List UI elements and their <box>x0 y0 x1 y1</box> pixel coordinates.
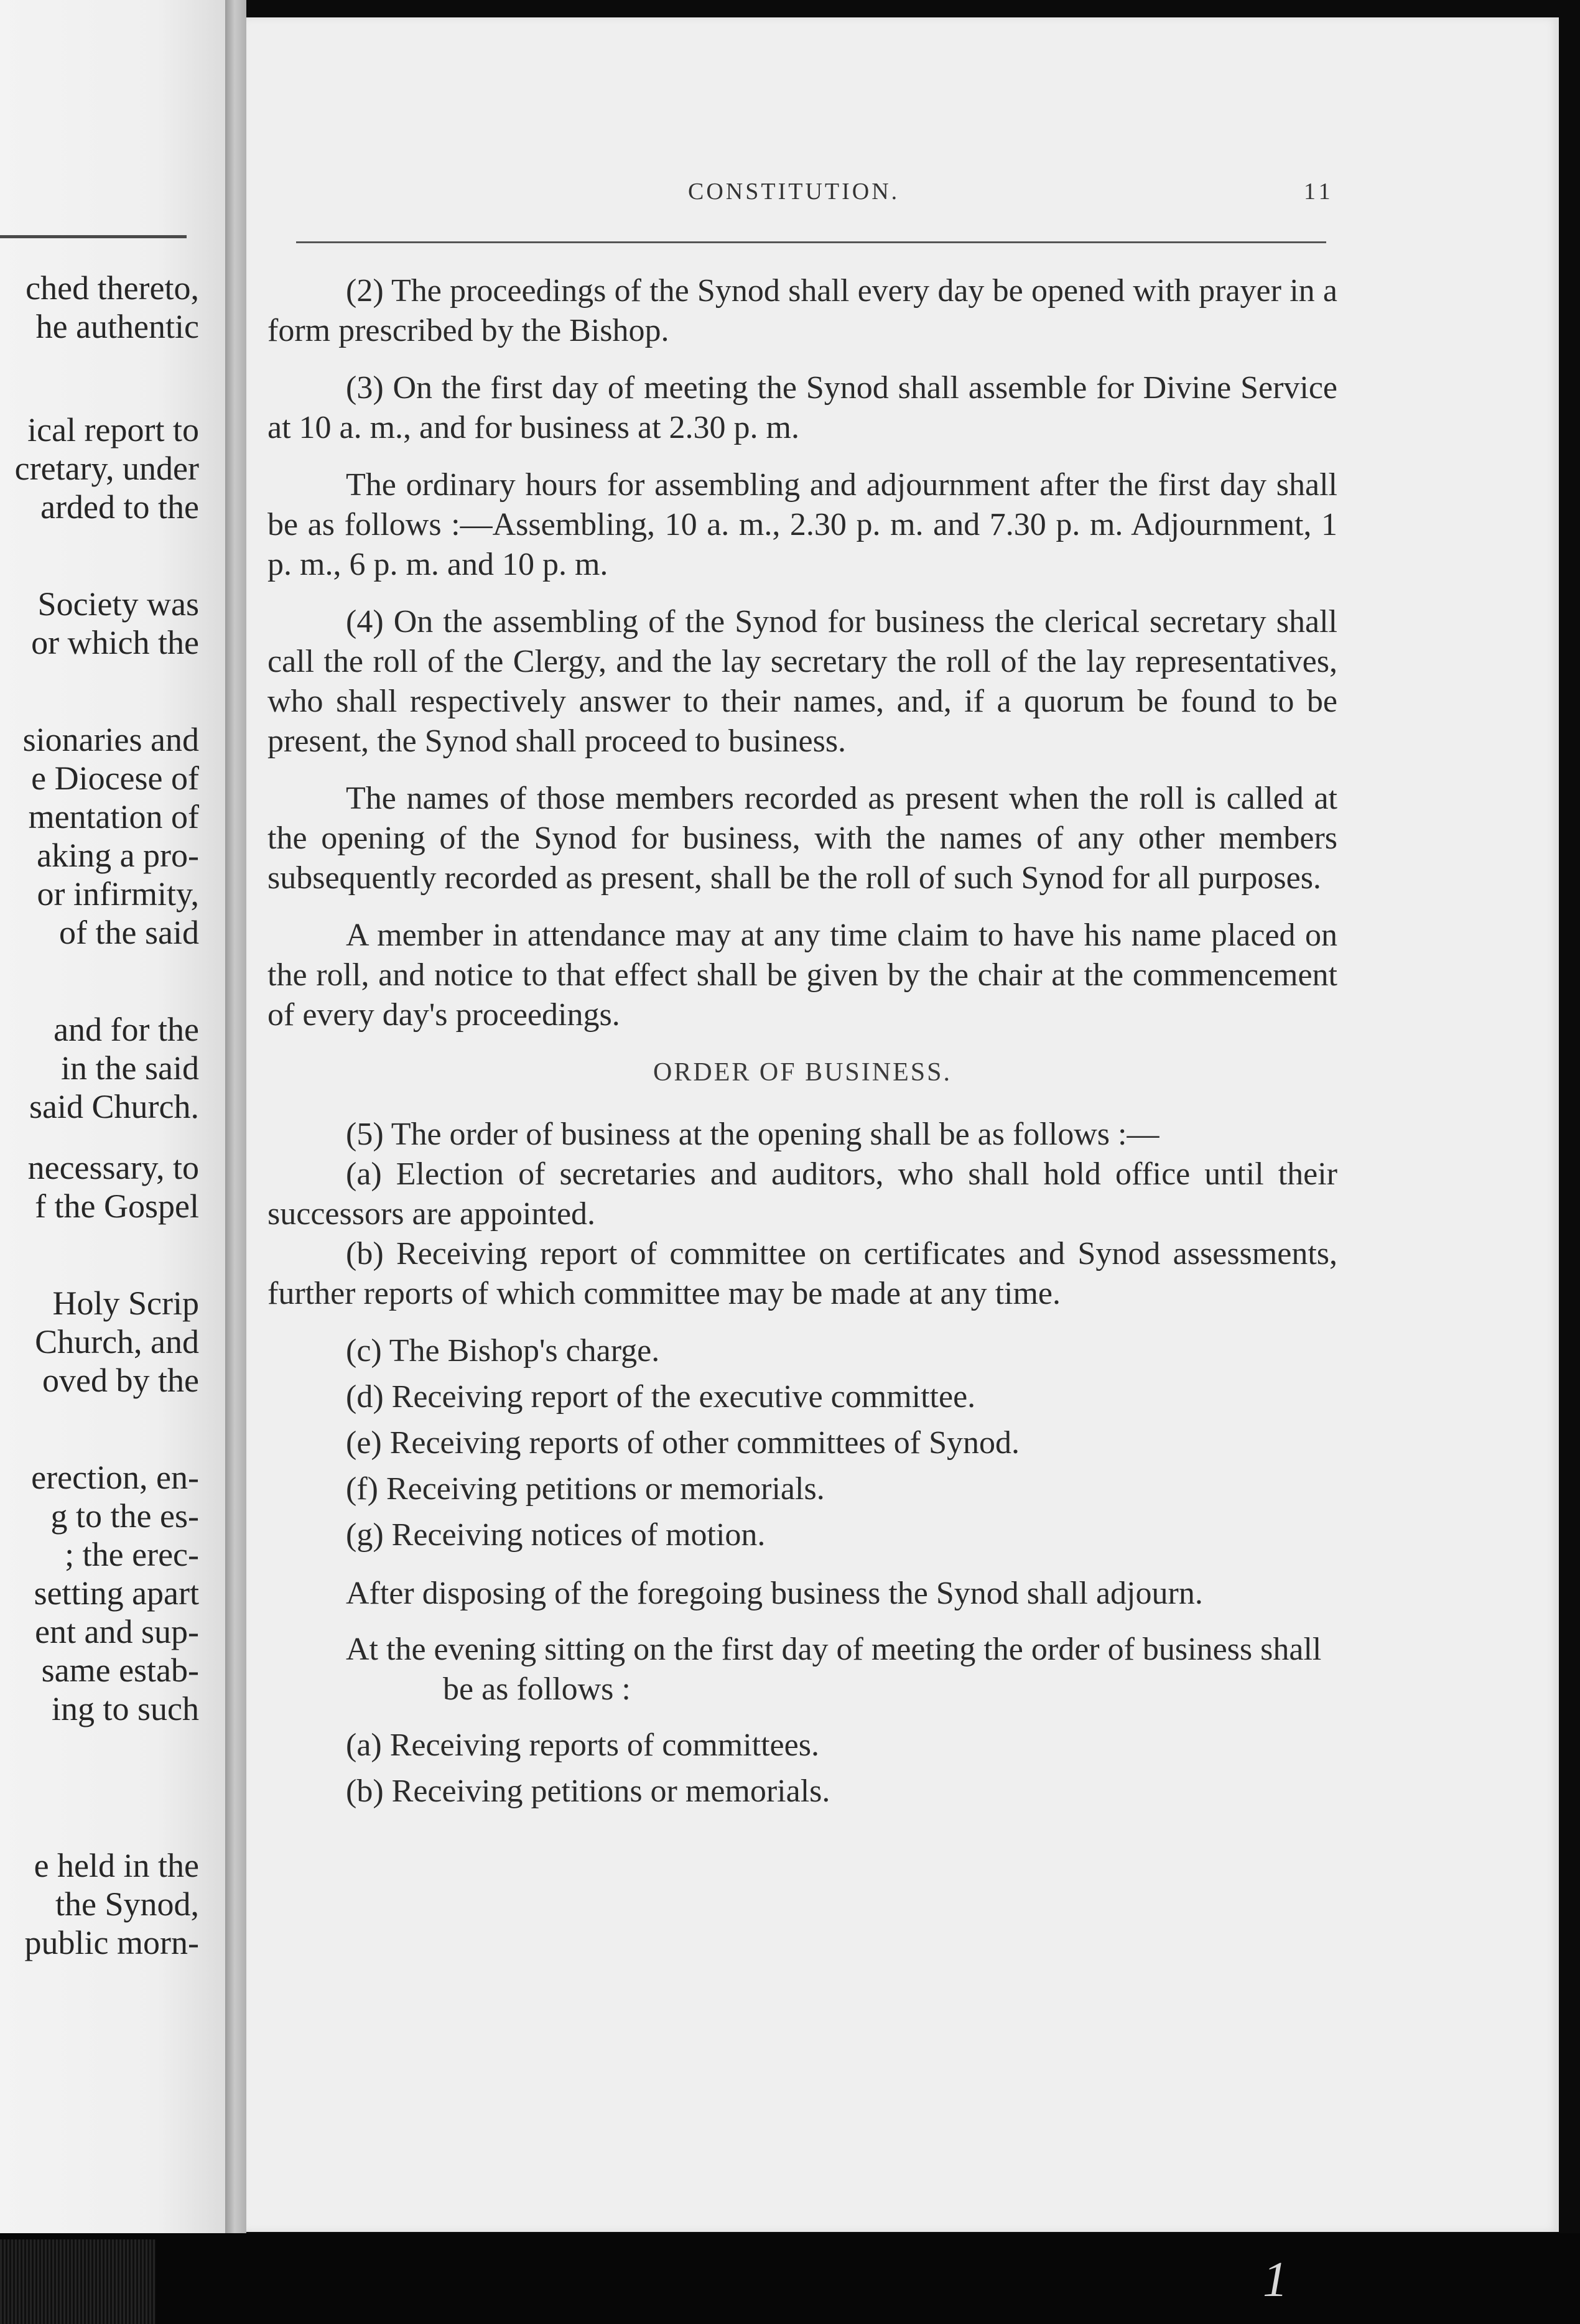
facing-page-line: f the Gospel <box>35 1188 199 1225</box>
list-item-c: (c) The Bishop's charge. <box>346 1333 660 1369</box>
facing-page-line: of the said <box>59 914 199 951</box>
list-item-g: (g) Receiving notices of motion. <box>346 1517 766 1553</box>
facing-page-line: ched thereto, <box>26 269 199 307</box>
facing-page-line: public morn- <box>24 1924 199 1961</box>
paragraph-hours: The ordinary hours for assembling and adjournment after the first day shall be as follows :—Assembling, 10 a. m., 2.30 p. m. and 7.30 p. m. Adjournment, 1 p. m., 6 p. m. and 10 p. m. <box>267 467 1337 582</box>
list-item-e: (e) Receiving reports of other committees of Synod. <box>346 1425 1020 1461</box>
facing-page-line: e Diocese of <box>31 760 199 797</box>
paragraph-5: (5) The order of business at the opening shall be as follows :— <box>346 1117 1159 1152</box>
facing-page-line: aking a pro- <box>37 837 199 874</box>
facing-page-line: and for the <box>53 1011 199 1048</box>
facing-page-line: Society was <box>37 585 199 623</box>
facing-page-line: the Synod, <box>55 1885 199 1923</box>
page-number: 11 <box>1304 179 1334 205</box>
facing-page-line: or infirmity, <box>37 875 199 913</box>
evening-item-b: (b) Receiving petitions or memorials. <box>346 1773 830 1809</box>
facing-page-line: ; the erec- <box>65 1536 199 1573</box>
list-item-b: (b) Receiving report of committee on certificates and Synod assessments, further reports of which committee may be made at any time. <box>267 1236 1337 1311</box>
facing-page-line: cretary, under <box>14 450 199 487</box>
header-rule <box>296 241 1326 243</box>
facing-page-line: he authentic <box>35 308 199 345</box>
scan-edge-texture <box>0 2239 156 2324</box>
paragraph-roll-names: The names of those members recorded as present when the roll is called at the opening of the Synod for business, with the names of any other members subsequently recorded as present, shall be the roll of such Synod for all purposes. <box>267 781 1337 896</box>
facing-page-line: ical report to <box>27 411 199 449</box>
scan-bottom-border <box>0 2233 1580 2324</box>
facing-page-line: in the said <box>61 1049 199 1087</box>
list-item-f: (f) Receiving petitions or memorials. <box>346 1471 825 1507</box>
facing-page-line: Holy Scrip <box>52 1285 199 1322</box>
scan-corner-mark: 1 <box>1263 2252 1288 2307</box>
paragraph-3: (3) On the first day of meeting the Synod shall assemble for Divine Service at 10 a. m., and for business at 2.30 p. m. <box>267 370 1337 445</box>
list-item-d: (d) Receiving report of the executive committee. <box>346 1379 976 1415</box>
facing-page-line: setting apart <box>34 1574 199 1612</box>
book-gutter <box>225 0 246 2233</box>
facing-page-line: ent and sup- <box>35 1613 199 1650</box>
facing-page-line: mentation of <box>28 798 199 835</box>
page-body <box>267 271 1337 1818</box>
list-item-a: (a) Election of secretaries and auditors, who shall hold office until their successors are appointed. <box>267 1156 1337 1232</box>
facing-page-line: or which the <box>31 624 199 661</box>
facing-page-line: oved by the <box>42 1362 199 1399</box>
paragraph-4: (4) On the assembling of the Synod for business the clerical secretary shall call the roll of the Clergy, and the lay secretary the roll of the lay representatives, who shall respectively answer to their names, and, if a quorum be found to be present, the Synod shall proceed to business. <box>267 604 1337 759</box>
facing-page-rule <box>0 235 187 238</box>
facing-page-line: sionaries and <box>22 721 199 758</box>
running-title: CONSTITUTION. <box>688 179 900 205</box>
facing-page-fragment <box>0 0 225 2233</box>
page-header <box>246 178 1559 221</box>
section-heading: ORDER OF BUSINESS. <box>653 1058 952 1087</box>
paragraph-2: (2) The proceedings of the Synod shall every day be opened with prayer in a form prescribed by the Bishop. <box>267 273 1337 348</box>
facing-page-line: g to the es- <box>50 1497 199 1535</box>
paragraph-evening-sitting: At the evening sitting on the first day of meeting the order of business shall be as follows : <box>346 1632 1322 1707</box>
book-page <box>246 17 1559 2232</box>
paragraph-member: A member in attendance may at any time claim to have his name placed on the roll, and notice to that effect shall be given by the chair at the commencement of every day's proceedings. <box>267 918 1337 1033</box>
facing-page-line: e held in the <box>34 1847 199 1884</box>
facing-page-line: said Church. <box>29 1088 199 1125</box>
facing-page-line: ing to such <box>52 1690 199 1727</box>
facing-page-line: necessary, to <box>27 1149 199 1186</box>
facing-page-line: Church, and <box>35 1323 199 1360</box>
facing-page-line: erection, en- <box>31 1459 199 1496</box>
facing-page-line: same estab- <box>41 1652 199 1689</box>
facing-page-line: arded to the <box>40 488 199 526</box>
paragraph-after-business: After disposing of the foregoing business the Synod shall adjourn. <box>346 1576 1203 1611</box>
evening-item-a: (a) Receiving reports of committees. <box>346 1727 819 1763</box>
